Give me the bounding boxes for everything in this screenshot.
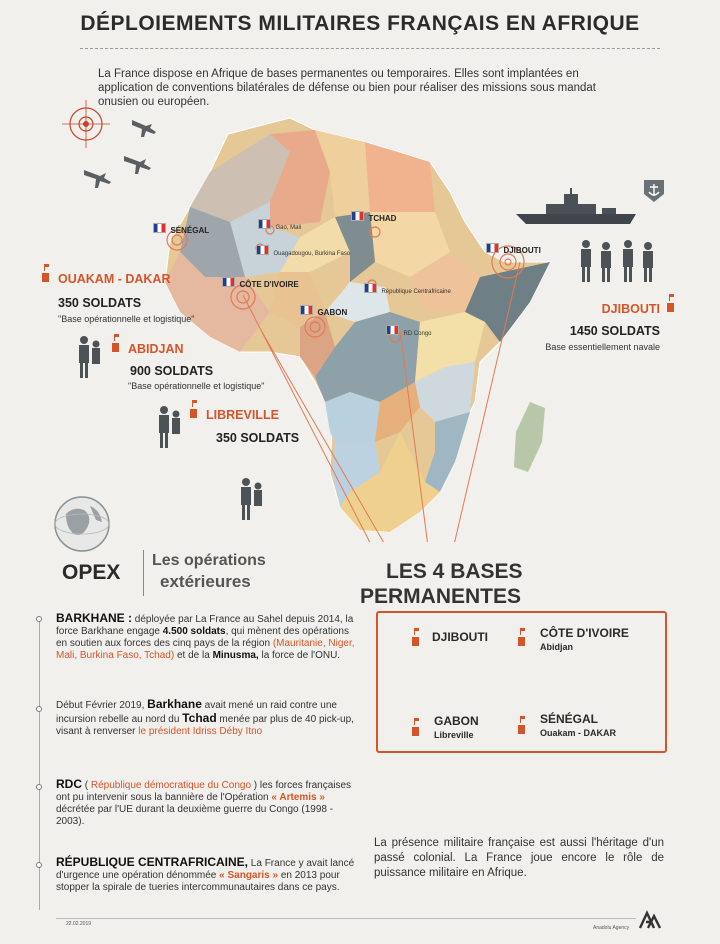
label-djibouti: DJIBOUTI <box>486 240 541 258</box>
france-flag-icon <box>486 243 499 253</box>
permanent-line1: LES 4 BASES <box>386 560 523 583</box>
permanent-line2: PERMANENTES <box>360 585 522 608</box>
africa-map <box>150 112 570 542</box>
footer-agency: Anadolu Agency <box>593 925 630 931</box>
op-barkhane: BARKHANE : déployée par La France au Sahel depuis 2014, la force Barkhane engage 4.500 soldats, qui mènent des opérations en soutien aux forces des cinq pays de la région (Mauritanie, Niger, Mali, Burkina Faso, Tchad) et de la Minusma, la force de l'ONU. <box>56 611 355 661</box>
france-flag-icon <box>300 305 313 315</box>
op-raid: Début Février 2019, Barkhane avait mené un raid contre une incursion rebelle au nord du Tchad menée par plus de 40 pick-up, visant à renverser le président Idriss Déby Itno <box>56 697 354 737</box>
warship-icon <box>516 188 640 228</box>
soldiers-djibouti-icon <box>576 238 660 284</box>
timeline-bullet <box>36 706 42 712</box>
target-icon <box>62 100 110 148</box>
tower-icon <box>110 338 121 352</box>
opex-word: OPEX <box>62 561 121 584</box>
op-rdc: RDC ( République démocratique du Congo ) les forces françaises ont pu intervenir sous la bannière de l'Opération « Artemis » décrétée par l'UE durant la deuxième guerre du Congo (1998 - 2003). <box>56 777 352 827</box>
label-gabon: GABON <box>300 302 347 320</box>
france-flag-icon <box>386 325 399 335</box>
soldiers-small-icon <box>236 476 266 526</box>
tower-icon <box>516 632 527 646</box>
tower-icon <box>40 268 51 282</box>
soldiers-abidjan-icon <box>74 334 104 384</box>
madagascar <box>514 402 545 472</box>
globe-icon <box>52 494 112 554</box>
france-flag-icon <box>256 245 269 255</box>
page-title: DÉPLOIEMENTS MILITAIRES FRANÇAIS EN AFRIQUE <box>80 12 640 35</box>
op-rca: RÉPUBLIQUE CENTRAFRICAINE, La France y avait lancé d'urgence une opération dénommée « Sangaris » en 2013 pour stopper la spirale de tueries intercommunautaires dans ce pays. <box>56 855 355 893</box>
label-rdc: RD Congo <box>386 322 431 340</box>
timeline-bullet <box>36 784 42 790</box>
tower-icon <box>410 722 421 736</box>
timeline-bullet <box>36 862 42 868</box>
tower-icon <box>410 632 421 646</box>
france-flag-icon <box>351 211 364 221</box>
label-rca: République Centrafricaine <box>364 280 451 298</box>
timeline-bullet <box>36 616 42 622</box>
soldiers-libreville-icon <box>154 404 184 454</box>
label-ouaga: Ouagadougou, Burkina Faso <box>256 242 350 260</box>
opex-divider <box>143 550 144 596</box>
anadolu-logo-icon <box>638 910 662 930</box>
france-flag-icon <box>258 219 271 229</box>
france-flag-icon <box>222 277 235 287</box>
footer-date: 22.02.2019 <box>66 921 92 927</box>
tower-icon <box>516 720 527 734</box>
label-cote: CÔTE D'IVOIRE <box>222 274 299 292</box>
tower-icon <box>665 298 676 312</box>
label-gao: Gao, Mali <box>258 216 301 234</box>
jet-icon <box>84 120 156 188</box>
france-flag-icon <box>364 283 377 293</box>
footer-note: La présence militaire française est aussi l'héritage d'un passé colonial. La France joue encore le rôle de puissance militaire en Afrique. <box>374 837 664 879</box>
france-flag-icon <box>153 223 166 233</box>
footer-divider <box>56 918 636 919</box>
opex-line2: extérieures <box>160 572 251 591</box>
label-senegal: SÉNÉGAL <box>153 220 209 238</box>
title-divider <box>80 48 660 49</box>
region-angola <box>325 392 380 442</box>
label-tchad: TCHAD <box>351 208 396 226</box>
opex-line1: Les opérations <box>152 552 266 569</box>
tower-icon <box>188 404 199 418</box>
intro-text: La France dispose en Afrique de bases permanentes ou temporaires. Elles sont implantées en application de conventions bilatérales de défense ou bien pour réaliser des missions sous mandat onusien ou européen. <box>98 68 596 108</box>
anchor-badge-icon <box>642 178 666 204</box>
